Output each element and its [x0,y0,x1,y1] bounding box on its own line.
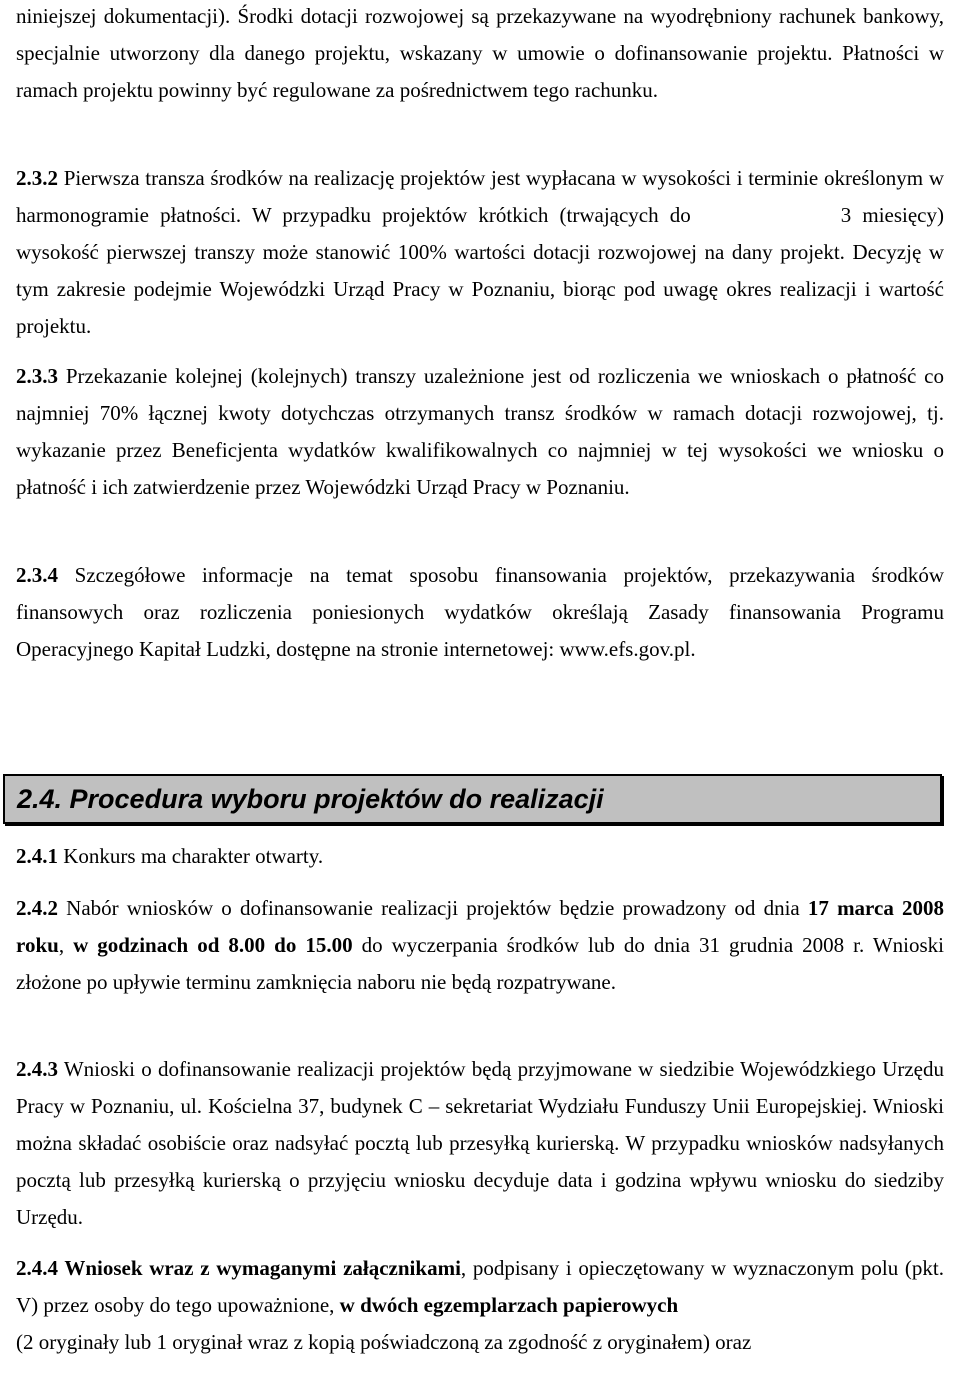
paragraph-text-continued: 3 miesięcy) wysokość pierwszej transzy może stanowić 100% wartości dotacji rozwojowej na dany projekt. Decyzję w tym zakresie podejmie Wojewódzki Urząd Pracy w Poznaniu, biorąc pod uwagę okres realizacji i wartość projektu. [16,203,944,338]
paragraph-text: niniejszej dokumentacji). Środki dotacji rozwojowej są przekazywane na wyodrębniony rachunek bankowy, specjalnie utworzony dla danego projektu, wskazany w umowie o dofinansowanie projektu. Płatności w ramach projektu powinny być regulowane za pośrednictwem tego rachunku. [16,4,944,102]
paragraph-number: 2.3.4 [16,563,58,587]
paragraph-text: , podpisany i opieczętowany w wyznaczonym polu (pkt. V) przez osoby do tego upoważnione, [16,1256,944,1317]
paragraph-separator: , [58,933,74,957]
paragraph-number: 2.4.3 [16,1057,58,1081]
bold-phrase: Wniosek wraz z wymaganymi załącznikami [58,1256,461,1280]
paragraph-text: Szczegółowe informacje na temat sposobu finansowania projektów, przekazywania środków finansowych oraz rozliczenia poniesionych wydatków określają Zasady finansowania Programu Operacyjnego Kapitał Ludzki, dostępne na stronie internetowej: www.efs.gov.pl. [16,563,944,661]
paragraph-text: Konkurs ma charakter otwarty. [58,844,324,868]
paragraph-2-4-3 [16,1051,944,1236]
paragraph-2-4-4 [16,1250,944,1361]
paragraph-text-continued: do wyczerpania środków lub do dnia 31 grudnia 2008 r. Wnioski złożone po upływie terminu zamknięcia naboru nie będą rozpatrywane. [16,933,944,994]
paragraph-text: Pierwsza transza środków na realizację projektów jest wypłacana w wysokości i terminie określonym w harmonogramie płatności. W przypadku projektów krótkich (trwających do [16,166,944,227]
paragraph-2-3-3 [16,358,944,506]
paragraph-number: 2.3.3 [16,364,58,388]
section-heading: 2.4. Procedura wyboru projektów do realizacji [3,774,942,824]
paragraph-text: Wnioski o dofinansowanie realizacji projektów będą przyjmowane w siedzibie Wojewódzkiego Urzędu Pracy w Poznaniu, ul. Kościelna 37, budynek C – sekretariat Wydziału Funduszy Unii Europejskiej. Wnioski można składać osobiście oraz nadsyłać pocztą lub przesyłką kurierską. W przypadku wniosków nadsyłanych pocztą lub przesyłką kurierską o przyjęciu wniosku decyduje data i godzina wpływu wniosku do siedziby Urzędu. [16,1057,944,1229]
bold-phrase-copies: w dwóch egzemplarzach papierowych [339,1293,679,1317]
paragraph-number: 2.4.2 [16,896,58,920]
paragraph-intro [16,0,944,109]
paragraph-2-4-1 [16,838,944,875]
paragraph-text: Nabór wniosków o dofinansowanie realizacji projektów będzie prowadzony od dnia [58,896,808,920]
paragraph-number: 2.4.4 [16,1256,58,1280]
paragraph-number: 2.4.1 [16,844,58,868]
paragraph-2-4-2 [16,890,944,1001]
paragraph-2-3-4 [16,557,944,668]
paragraph-text: Przekazanie kolejnej (kolejnych) transzy uzależnione jest od rozliczenia we wnioskach o płatność co najmniej 70% łącznej kwoty dotychczas otrzymanych transz środków w ramach dotacji rozwojowej, tj. wykazanie przez Beneficjenta wydatków kwalifikowalnych co najmniej w tej wysokości we wniosku o płatność i ich zatwierdzenie przez Wojewódzki Urząd Pracy w Poznaniu. [16,364,944,499]
bold-date: 17 marca 2008 roku [16,896,944,957]
paragraph-2-3-2 [16,160,944,345]
paragraph-number: 2.3.2 [16,166,58,190]
bold-hours: w godzinach od 8.00 do 15.00 [73,933,353,957]
paragraph-text-continued: (2 oryginały lub 1 oryginał wraz z kopią poświadczoną za zgodność z oryginałem) oraz [16,1330,752,1354]
